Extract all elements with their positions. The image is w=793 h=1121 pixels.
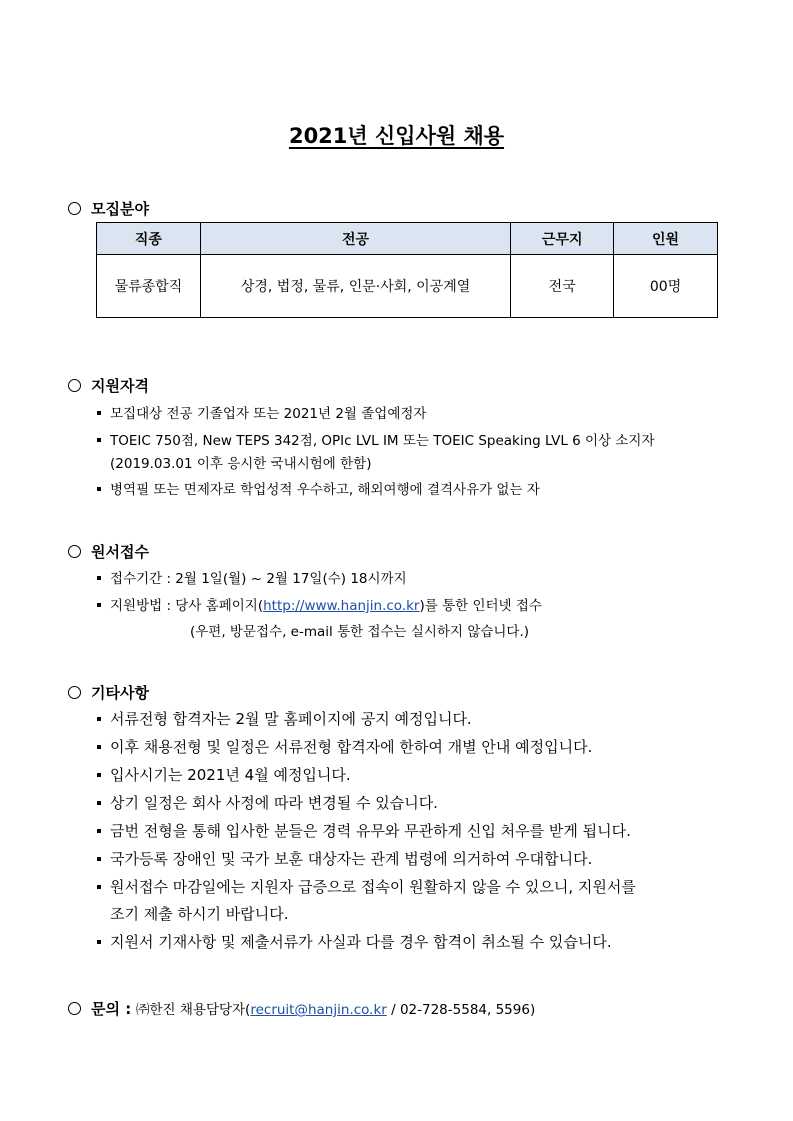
- list-item: 모집대상 전공 기졸업자 또는 2021년 2월 졸업예정자: [97, 402, 426, 422]
- contact-line: 문의 : ㈜한진 채용담당자(recruit@hanjin.co.kr / 02-728-5584, 5596): [68, 998, 535, 1019]
- list-item: TOEIC 750점, New TEPS 342점, OPIc LVL IM 또는 TOEIC Speaking LVL 6 이상 소지자: [97, 429, 655, 449]
- section-heading-field: 모집분야: [68, 198, 149, 219]
- circle-bullet-icon: [68, 545, 81, 558]
- list-item: 병역필 또는 면제자로 학업성적 우수하고, 해외여행에 결격사유가 없는 자: [97, 478, 540, 498]
- square-bullet-icon: [97, 829, 101, 833]
- column-header: 인원: [614, 223, 718, 255]
- list-item: 국가등록 장애인 및 국가 보훈 대상자는 관계 법령에 의거하여 우대합니다.: [97, 848, 592, 869]
- list-item-continuation: 조기 제출 하시기 바랍니다.: [110, 905, 289, 923]
- table-cell: 전국: [511, 255, 614, 318]
- list-item: 지원방법 : 당사 홈페이지(http://www.hanjin.co.kr)를 통한 인터넷 접수: [97, 594, 542, 614]
- square-bullet-icon: [97, 603, 101, 607]
- square-bullet-icon: [97, 487, 101, 491]
- circle-bullet-icon: [68, 379, 81, 392]
- column-header: 전공: [200, 223, 510, 255]
- circle-bullet-icon: [68, 202, 81, 215]
- list-item: 금번 전형을 통해 입사한 분들은 경력 유무와 무관하게 신입 처우를 받게 됩니다.: [97, 820, 631, 841]
- list-item: 입사시기는 2021년 4월 예정입니다.: [97, 764, 351, 785]
- square-bullet-icon: [97, 885, 101, 889]
- list-item: 원서접수 마감일에는 지원자 급증으로 접속이 원활하지 않을 수 있으니, 지원서를: [97, 876, 636, 897]
- contact-heading: 문의 :: [91, 1000, 132, 1018]
- section-heading-qualification: 지원자격: [68, 375, 149, 396]
- square-bullet-icon: [97, 773, 101, 777]
- square-bullet-icon: [97, 801, 101, 805]
- list-item: 접수기간 : 2월 1일(월) ~ 2월 17일(수) 18시까지: [97, 567, 407, 587]
- table-cell: 00명: [614, 255, 718, 318]
- square-bullet-icon: [97, 745, 101, 749]
- table-cell: 상경, 법정, 물류, 인문·사회, 이공계열: [200, 255, 510, 318]
- square-bullet-icon: [97, 717, 101, 721]
- list-item-continuation: (2019.03.01 이후 응시한 국내시험에 한함): [110, 456, 372, 472]
- list-item: 이후 채용전형 및 일정은 서류전형 합격자에 한하여 개별 안내 예정입니다.: [97, 736, 592, 757]
- list-item: 서류전형 합격자는 2월 말 홈페이지에 공지 예정입니다.: [97, 708, 472, 729]
- table-row: [97, 255, 718, 318]
- page-title: 2021년 신입사원 채용: [288, 124, 505, 148]
- square-bullet-icon: [97, 857, 101, 861]
- section-heading-etc: 기타사항: [68, 682, 149, 703]
- square-bullet-icon: [97, 576, 101, 580]
- square-bullet-icon: [97, 411, 101, 415]
- column-header: 직종: [97, 223, 201, 255]
- square-bullet-icon: [97, 438, 101, 442]
- application-note: (우편, 방문접수, e-mail 통한 접수는 실시하지 않습니다.): [190, 624, 530, 640]
- recruit-email-link[interactable]: recruit@hanjin.co.kr: [250, 1002, 387, 1018]
- square-bullet-icon: [97, 940, 101, 944]
- list-item: 지원서 기재사항 및 제출서류가 사실과 다를 경우 합격이 취소될 수 있습니다.: [97, 931, 612, 952]
- list-item: 상기 일정은 회사 사정에 따라 변경될 수 있습니다.: [97, 792, 438, 813]
- circle-bullet-icon: [68, 686, 81, 699]
- table-header-row: [97, 223, 718, 255]
- circle-bullet-icon: [68, 1002, 81, 1015]
- recruitment-table: [96, 222, 718, 318]
- homepage-link[interactable]: http://www.hanjin.co.kr: [263, 598, 420, 614]
- column-header: 근무지: [511, 223, 614, 255]
- table-cell: 물류종합직: [97, 255, 201, 318]
- section-heading-application: 원서접수: [68, 541, 149, 562]
